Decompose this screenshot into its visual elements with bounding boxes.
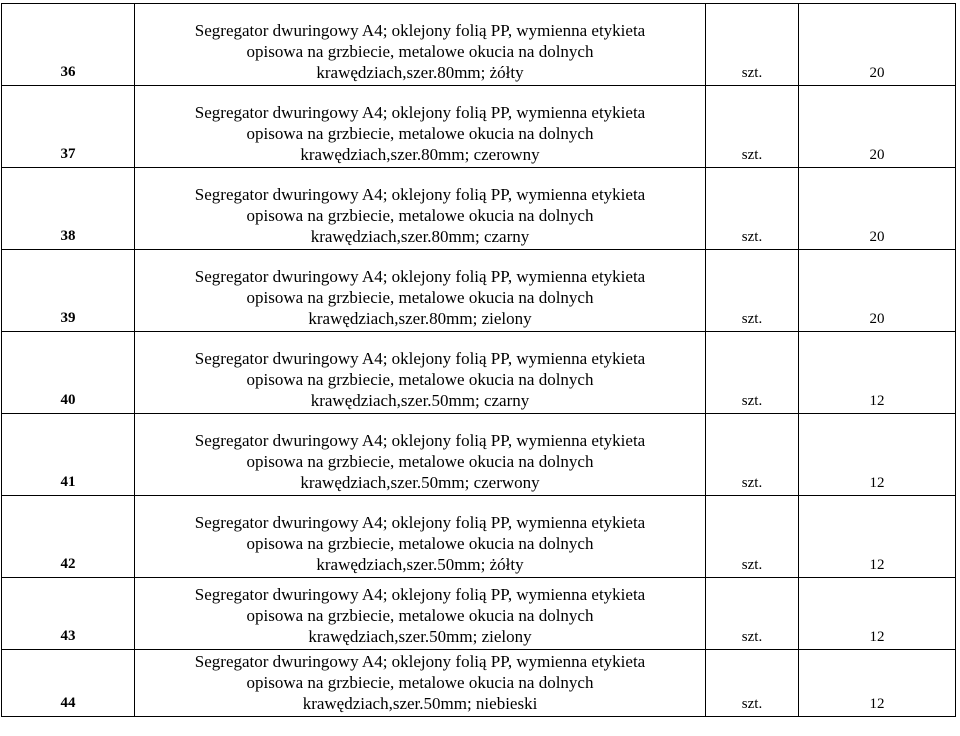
item-unit: szt. bbox=[706, 250, 799, 332]
description-line: opisowa na grzbiecie, metalowe okucia na dolnych bbox=[246, 124, 594, 143]
item-quantity: 20 bbox=[799, 4, 956, 86]
item-description bbox=[135, 332, 706, 414]
item-number: 38 bbox=[2, 168, 135, 250]
description-line: krawędziach,szer.50mm; żółty bbox=[316, 555, 524, 574]
item-unit: szt. bbox=[706, 496, 799, 578]
item-number: 43 bbox=[2, 578, 135, 650]
table-row bbox=[2, 414, 956, 496]
description-line: opisowa na grzbiecie, metalowe okucia na dolnych bbox=[246, 673, 594, 692]
description-line: opisowa na grzbiecie, metalowe okucia na dolnych bbox=[246, 42, 594, 61]
table-row bbox=[2, 332, 956, 414]
item-unit: szt. bbox=[706, 578, 799, 650]
item-number: 37 bbox=[2, 86, 135, 168]
description-line: Segregator dwuringowy A4; oklejony folią PP, wymienna etykieta bbox=[194, 21, 646, 40]
item-description bbox=[135, 414, 706, 496]
description-line: Segregator dwuringowy A4; oklejony folią PP, wymienna etykieta bbox=[194, 103, 646, 122]
description-line: krawędziach,szer.50mm; czerwony bbox=[300, 473, 540, 492]
item-description bbox=[135, 250, 706, 332]
description-line: krawędziach,szer.50mm; zielony bbox=[308, 627, 532, 646]
table-row bbox=[2, 168, 956, 250]
description-line: Segregator dwuringowy A4; oklejony folią PP, wymienna etykieta bbox=[194, 652, 646, 671]
item-quantity: 20 bbox=[799, 168, 956, 250]
description-line: krawędziach,szer.50mm; niebieski bbox=[302, 694, 538, 713]
description-line: krawędziach,szer.80mm; czerowny bbox=[300, 145, 540, 164]
item-description bbox=[135, 578, 706, 650]
item-description bbox=[135, 86, 706, 168]
table-row bbox=[2, 496, 956, 578]
description-line: opisowa na grzbiecie, metalowe okucia na dolnych bbox=[246, 370, 594, 389]
table-row bbox=[2, 250, 956, 332]
item-unit: szt. bbox=[706, 4, 799, 86]
description-line: Segregator dwuringowy A4; oklejony folią PP, wymienna etykieta bbox=[194, 185, 646, 204]
item-quantity: 20 bbox=[799, 250, 956, 332]
item-description bbox=[135, 496, 706, 578]
table-row bbox=[2, 4, 956, 86]
table-row bbox=[2, 86, 956, 168]
item-number: 42 bbox=[2, 496, 135, 578]
item-number: 41 bbox=[2, 414, 135, 496]
item-description bbox=[135, 650, 706, 717]
description-line: Segregator dwuringowy A4; oklejony folią PP, wymienna etykieta bbox=[194, 585, 646, 604]
item-unit: szt. bbox=[706, 414, 799, 496]
item-unit: szt. bbox=[706, 168, 799, 250]
description-line: krawędziach,szer.50mm; czarny bbox=[310, 391, 530, 410]
item-number: 36 bbox=[2, 4, 135, 86]
description-line: krawędziach,szer.80mm; zielony bbox=[308, 309, 532, 328]
description-line: krawędziach,szer.80mm; czarny bbox=[310, 227, 530, 246]
item-number: 44 bbox=[2, 650, 135, 717]
item-quantity: 12 bbox=[799, 332, 956, 414]
item-quantity: 12 bbox=[799, 578, 956, 650]
description-line: krawędziach,szer.80mm; żółty bbox=[316, 63, 524, 82]
item-unit: szt. bbox=[706, 86, 799, 168]
description-line: opisowa na grzbiecie, metalowe okucia na dolnych bbox=[246, 288, 594, 307]
table-row bbox=[2, 578, 956, 650]
description-line: opisowa na grzbiecie, metalowe okucia na dolnych bbox=[246, 534, 594, 553]
item-quantity: 20 bbox=[799, 86, 956, 168]
item-description bbox=[135, 4, 706, 86]
item-description bbox=[135, 168, 706, 250]
description-line: opisowa na grzbiecie, metalowe okucia na dolnych bbox=[246, 206, 594, 225]
item-number: 39 bbox=[2, 250, 135, 332]
description-line: Segregator dwuringowy A4; oklejony folią PP, wymienna etykieta bbox=[194, 431, 646, 450]
items-table bbox=[1, 3, 956, 717]
item-quantity: 12 bbox=[799, 414, 956, 496]
description-line: opisowa na grzbiecie, metalowe okucia na dolnych bbox=[246, 452, 594, 471]
description-line: Segregator dwuringowy A4; oklejony folią PP, wymienna etykieta bbox=[194, 513, 646, 532]
description-line: Segregator dwuringowy A4; oklejony folią PP, wymienna etykieta bbox=[194, 267, 646, 286]
item-quantity: 12 bbox=[799, 496, 956, 578]
description-line: Segregator dwuringowy A4; oklejony folią PP, wymienna etykieta bbox=[194, 349, 646, 368]
description-line: opisowa na grzbiecie, metalowe okucia na dolnych bbox=[246, 606, 594, 625]
table-row bbox=[2, 650, 956, 717]
item-number: 40 bbox=[2, 332, 135, 414]
item-unit: szt. bbox=[706, 332, 799, 414]
item-quantity: 12 bbox=[799, 650, 956, 717]
item-unit: szt. bbox=[706, 650, 799, 717]
